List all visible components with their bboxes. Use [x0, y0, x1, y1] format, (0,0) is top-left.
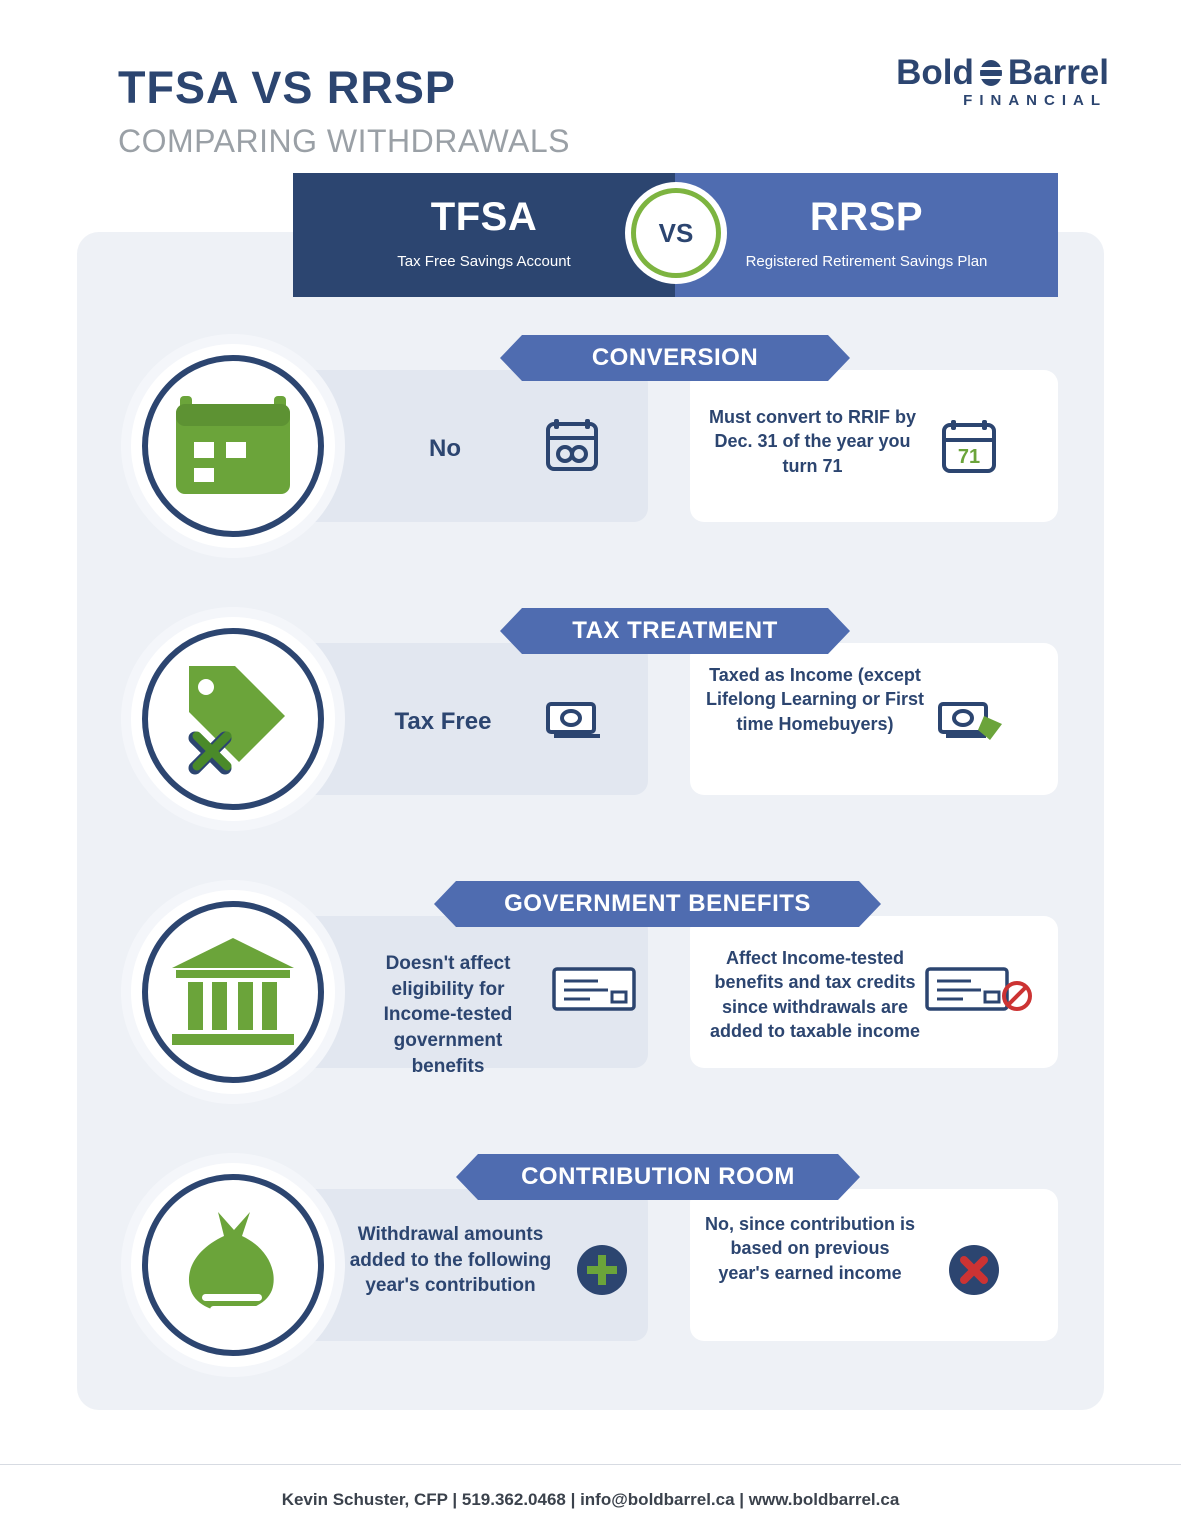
calendar-icon — [131, 344, 335, 548]
rrsp-value-tax: Taxed as Income (except Lifelong Learning or First time Homebuyers) — [705, 665, 924, 734]
svg-text:71: 71 — [957, 446, 981, 468]
calendar-icon-svg — [174, 390, 292, 502]
logo-tagline: FINANCIAL — [963, 92, 1107, 109]
logo-word-bold: Bold — [896, 53, 974, 92]
calendar-infinity-icon — [546, 417, 598, 478]
tfsa-header — [293, 173, 675, 297]
plus-circle-icon — [576, 1244, 628, 1301]
logo-word-barrel: Barrel — [1007, 53, 1109, 92]
rrsp-value-conversion: Must convert to RRIF by Dec. 31 of the year you turn 71 — [708, 407, 916, 476]
tfsa-value-benefits: Doesn't affect eligibility for Income-tested government benefits — [383, 953, 513, 1077]
footer-divider — [0, 1464, 1181, 1465]
government-building-icon — [131, 890, 335, 1094]
vs-badge: VS — [631, 188, 721, 278]
footer-contact: Kevin Schuster, CFP | 519.362.0468 | info@boldbarrel.ca | www.boldbarrel.ca — [281, 1490, 900, 1509]
banner-tax-treatment: TAX TREATMENT — [522, 608, 828, 654]
cheque-icon — [552, 966, 636, 1017]
barrel-icon — [976, 58, 1006, 88]
money-bag-icon — [131, 1163, 335, 1367]
tag-no-tax-icon-svg — [173, 660, 293, 778]
section-contribution-room — [0, 1154, 1181, 1394]
section-tax-treatment — [0, 608, 1181, 848]
comparison-header — [293, 173, 1058, 297]
tfsa-value-contribution: Withdrawal amounts added to the following year's contribution — [349, 1224, 552, 1297]
page-subtitle: COMPARING WITHDRAWALS — [118, 123, 570, 159]
cash-with-tag-icon — [938, 700, 1006, 751]
tfsa-subtitle: Tax Free Savings Account — [397, 253, 571, 270]
banner-contribution-room: CONTRIBUTION ROOM — [478, 1154, 838, 1200]
page-header — [0, 30, 1181, 159]
rrsp-subtitle: Registered Retirement Savings Plan — [745, 253, 988, 270]
section-government-benefits — [0, 881, 1181, 1121]
government-building-icon-svg — [168, 934, 298, 1050]
rrsp-value-contribution: No, since contribution is based on previous year's earned income — [705, 1214, 916, 1283]
section-conversion — [0, 335, 1181, 575]
tfsa-value-tax: Tax Free — [394, 708, 492, 735]
tfsa-value-conversion: No — [429, 435, 461, 462]
rrsp-value-benefits: Affect Income-tested benefits and tax credits since withdrawals are added to taxable income — [709, 948, 921, 1041]
rrsp-header — [675, 173, 1058, 297]
tfsa-title: TFSA — [430, 195, 538, 239]
cheque-blocked-icon — [925, 966, 1037, 1021]
cash-icon — [546, 700, 604, 745]
banner-government-benefits: GOVERNMENT BENEFITS — [456, 881, 859, 927]
money-bag-icon-svg — [172, 1206, 294, 1324]
banner-conversion: CONVERSION — [522, 335, 828, 381]
calendar-71-icon — [942, 418, 996, 479]
tag-no-tax-icon — [131, 617, 335, 821]
brand-logo — [896, 55, 1109, 109]
x-circle-icon — [948, 1244, 1000, 1301]
rrsp-title: RRSP — [809, 195, 924, 239]
page-title: TFSA VS RRSP — [118, 62, 456, 113]
